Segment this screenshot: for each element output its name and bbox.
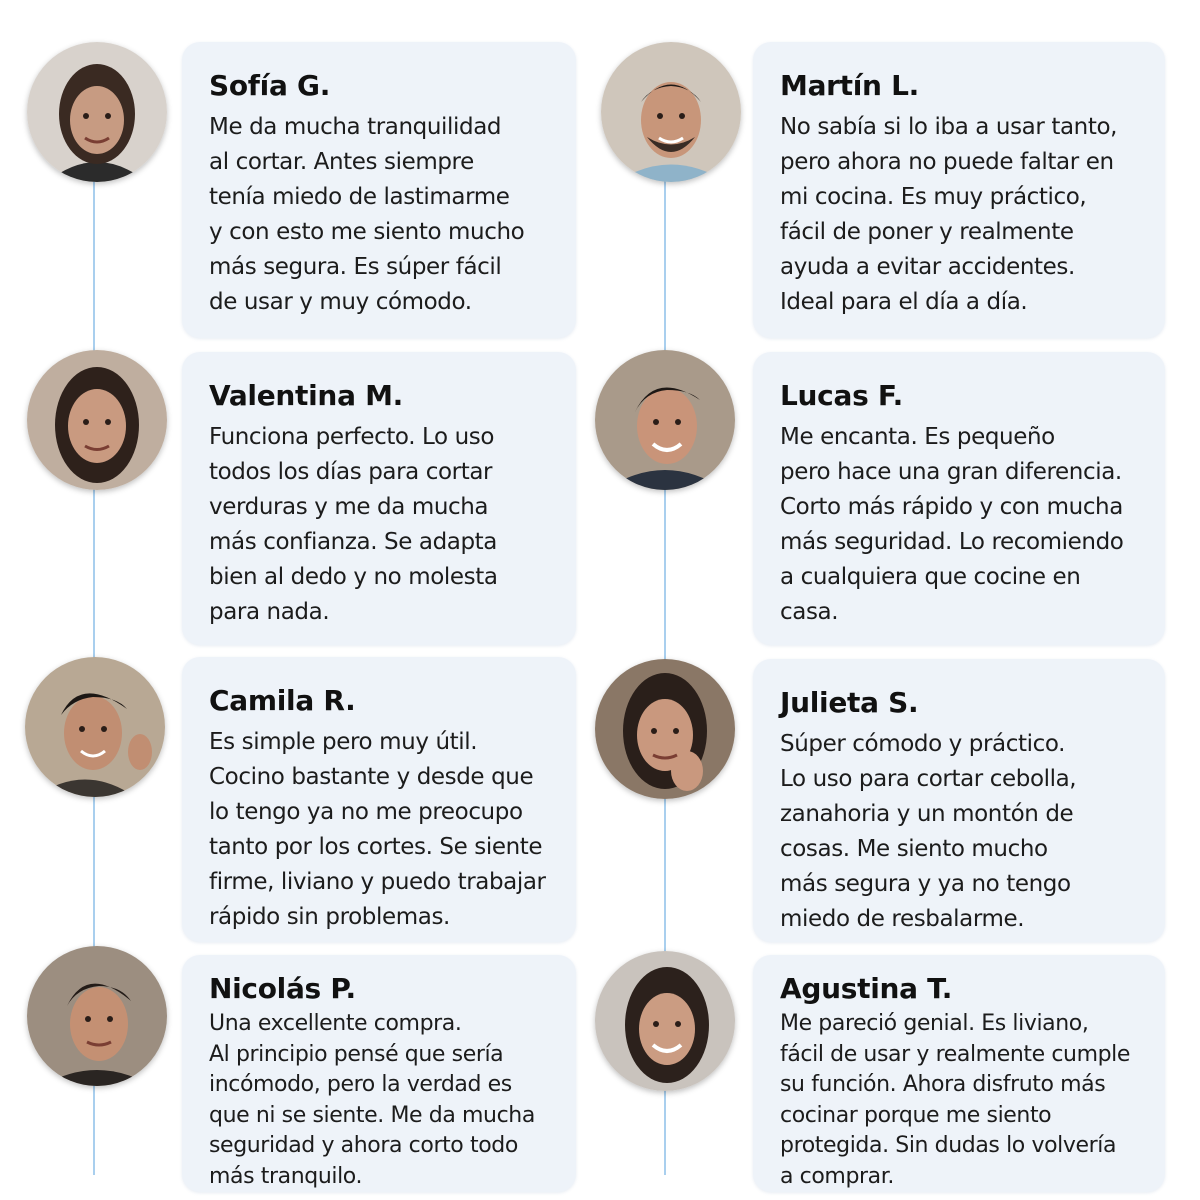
reviewer-name: Martín L. xyxy=(780,69,920,102)
reviewer-name: Lucas F. xyxy=(780,379,903,412)
avatar-martin xyxy=(601,42,741,182)
avatar-agustina xyxy=(595,951,735,1091)
testimonial-card-julieta xyxy=(753,659,1165,942)
avatar-sofia xyxy=(27,42,167,182)
testimonial-card-camila xyxy=(182,657,576,942)
reviewer-name: Agustina T. xyxy=(780,972,953,1005)
testimonial-card-martin xyxy=(753,42,1165,338)
avatar-julieta xyxy=(595,659,735,799)
review-text: Funciona perfecto. Lo uso todos los días para cortar verduras y me da mucha más confianza. Se adapta bien al dedo y no molesta para nada. xyxy=(209,424,498,625)
reviewer-name: Julieta S. xyxy=(780,686,919,719)
testimonial-card-agustina xyxy=(753,955,1165,1192)
review-text: Es simple pero muy útil. Cocino bastante y desde que lo tengo ya no me preocupo tanto por los cortes. Se siente firme, liviano y puedo trabajar rápido sin problemas. xyxy=(209,729,546,930)
review-text: Una excellente compra. Al principio pensé que sería incómodo, pero la verdad es que ni se siente. Me da mucha seguridad y ahora corto todo más tranquilo. xyxy=(209,1011,535,1189)
testimonial-card-valentina xyxy=(182,352,576,645)
review-text: Me encanta. Es pequeño pero hace una gran diferencia. Corto más rápido y con mucha más seguridad. Lo recomiendo a cualquiera que cocine en casa. xyxy=(780,424,1124,625)
reviewer-name: Camila R. xyxy=(209,684,356,717)
review-text: Me pareció genial. Es liviano, fácil de usar y realmente cumple su función. Ahora disfruto más cocinar porque me siento protegida. Sin dudas lo volvería a comprar. xyxy=(780,1011,1131,1189)
review-text: Me da mucha tranquilidad al cortar. Antes siempre tenía miedo de lastimarme y con esto me siento mucho más segura. Es súper fácil de usar y muy cómodo. xyxy=(209,114,525,315)
reviewer-name: Nicolás P. xyxy=(209,972,356,1005)
review-text: Súper cómodo y práctico. Lo uso para cortar cebolla, zanahoria y un montón de cosas. Me siento mucho más segura y ya no tengo miedo de resbalarme. xyxy=(780,731,1077,932)
testimonial-card-sofia xyxy=(182,42,576,338)
testimonial-card-lucas xyxy=(753,352,1165,645)
avatar-camila xyxy=(25,657,165,797)
testimonial-card-nicolas xyxy=(182,955,576,1192)
avatar-nicolas xyxy=(27,946,167,1086)
avatar-lucas xyxy=(595,350,735,490)
review-text: No sabía si lo iba a usar tanto, pero ahora no puede faltar en mi cocina. Es muy práctico, fácil de poner y realmente ayuda a evitar accidentes. Ideal para el día a día. xyxy=(780,114,1118,315)
reviewer-name: Sofía G. xyxy=(209,69,331,102)
avatar-valentina xyxy=(27,350,167,490)
reviewer-name: Valentina M. xyxy=(209,379,404,412)
